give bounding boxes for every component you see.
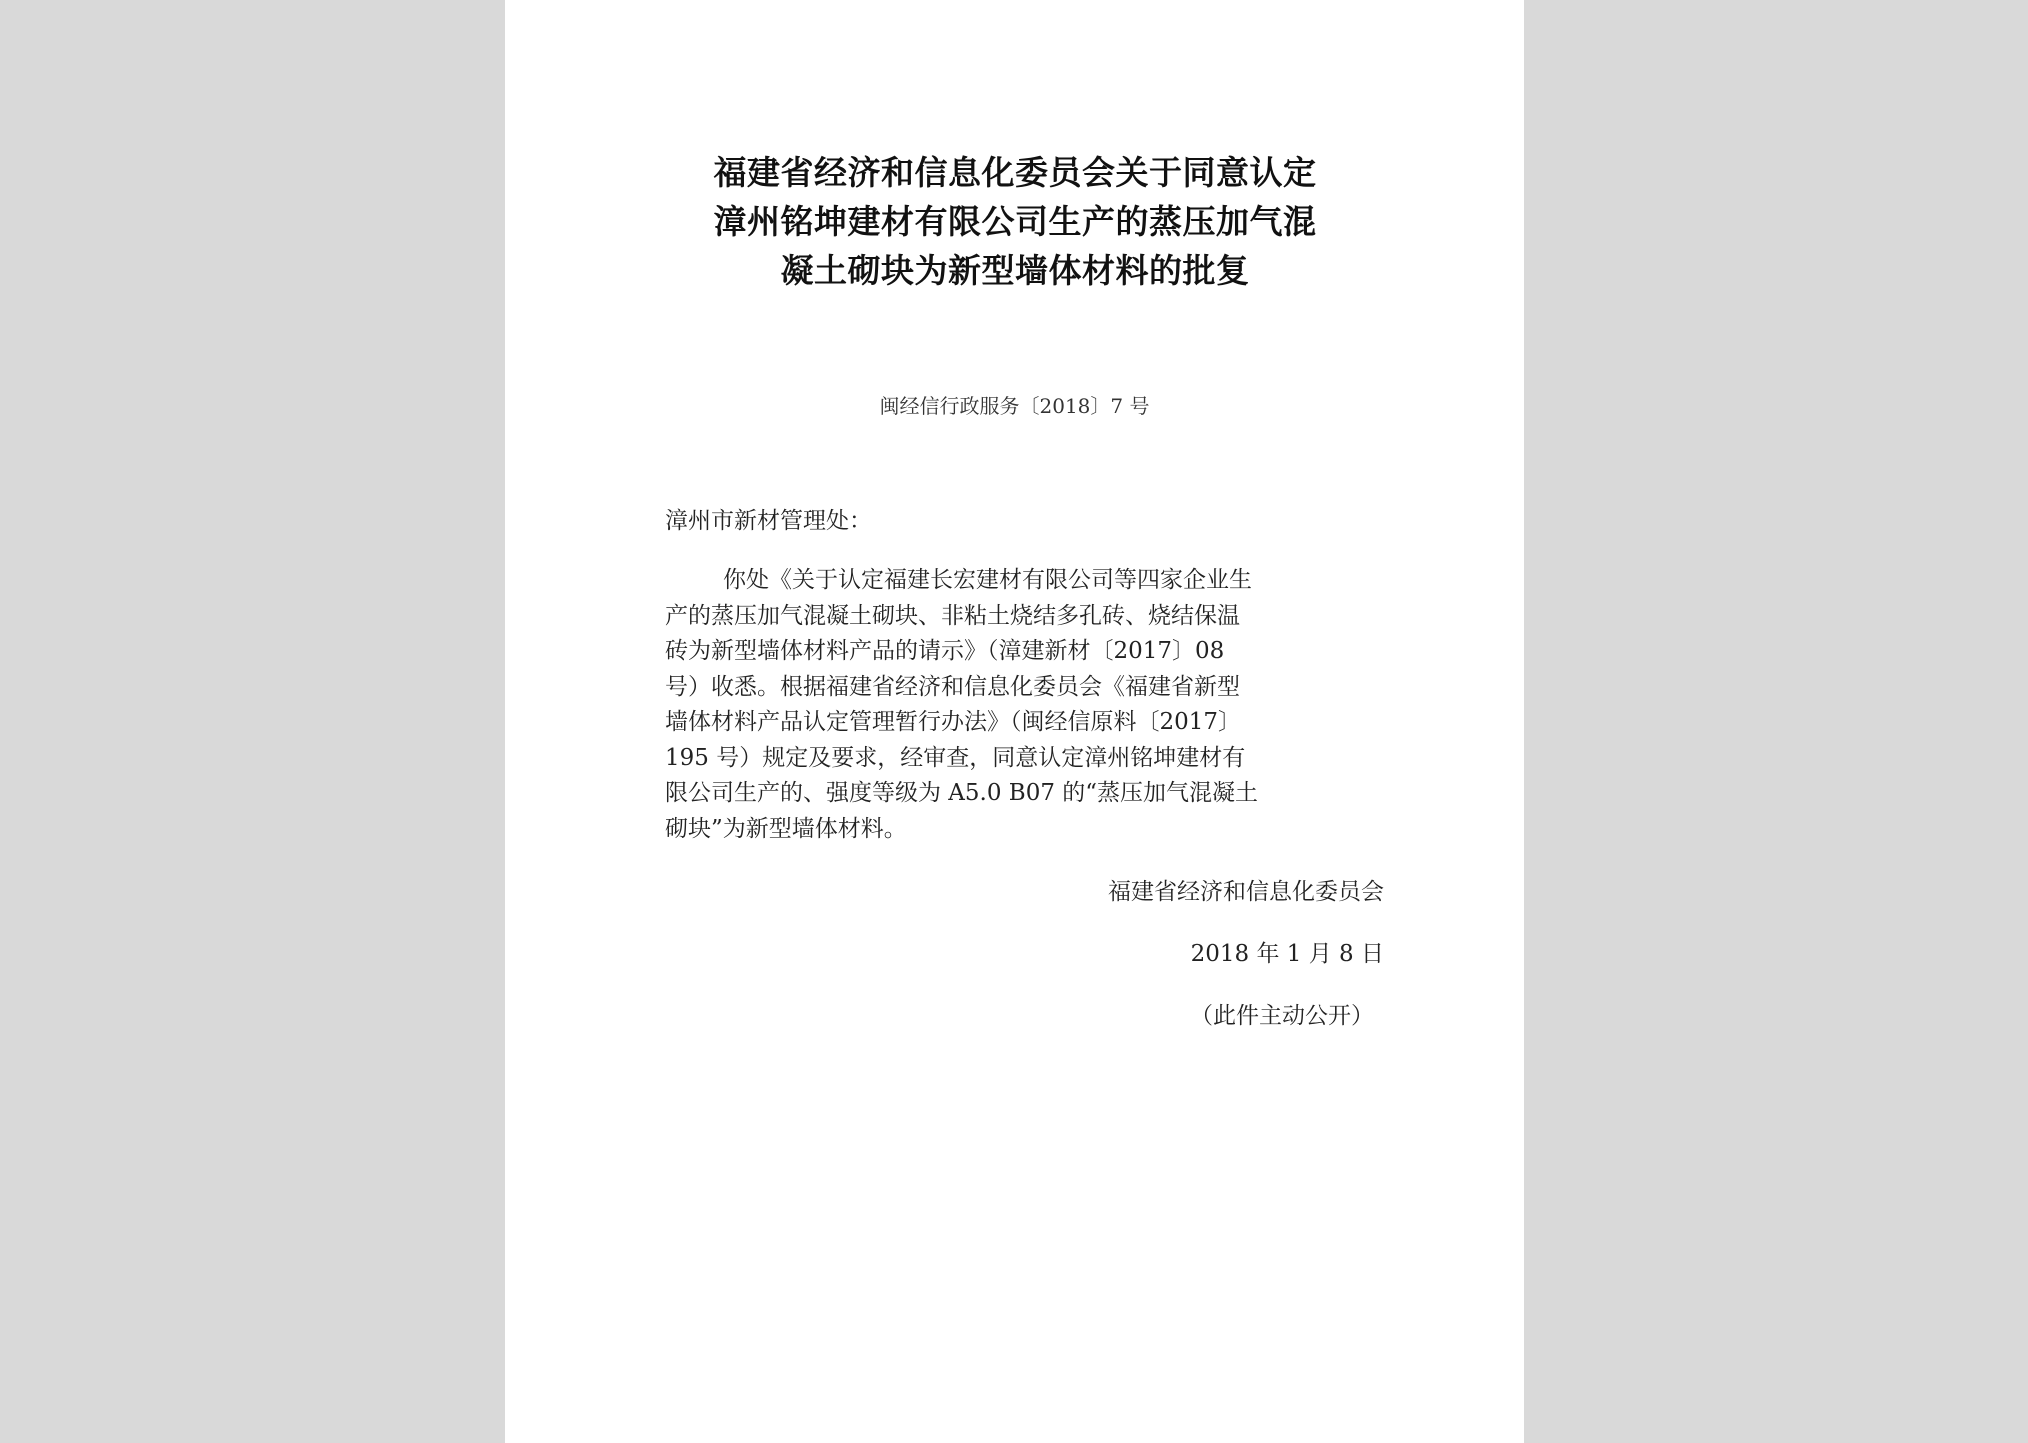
title-line: 福建省经济和信息化委员会关于同意认定 <box>713 153 1317 192</box>
body-line: 砖为新型墙体材料产品的请示》（漳建新材〔2017〕08 <box>665 638 1225 664</box>
signature-date: 2018 年 1 月 8 日 <box>1190 941 1384 967</box>
body-line: 你处《关于认定福建长宏建材有限公司等四家企业生 <box>723 567 1252 593</box>
body-line: 砌块”为新型墙体材料。 <box>665 815 907 842</box>
body-line: 限公司生产的、强度等级为 A5.0 B07 的“蒸压加气混凝土 <box>665 780 1259 806</box>
body-line: 195 号）规定及要求，经审查，同意认定漳州铭坤建材有 <box>665 744 1246 771</box>
document-title <box>655 148 1375 295</box>
document-page <box>505 0 1524 1443</box>
disclosure-note: （此件主动公开） <box>1190 1003 1374 1029</box>
body-line: 墙体材料产品认定管理暂行办法》（闽经信原料〔2017〕 <box>665 709 1242 735</box>
signature-organization: 福建省经济和信息化委员会 <box>1108 879 1384 905</box>
document-number: 闽经信行政服务〔2018〕7 号 <box>879 394 1150 418</box>
document-body <box>665 563 1385 847</box>
title-line: 凝土砌块为新型墙体材料的批复 <box>780 251 1250 290</box>
addressee: 漳州市新材管理处： <box>665 508 872 534</box>
title-line: 漳州铭坤建材有限公司生产的蒸压加气混 <box>713 202 1317 241</box>
body-line: 号）收悉。根据福建省经济和信息化委员会《福建省新型 <box>665 673 1240 700</box>
body-line: 产的蒸压加气混凝土砌块、非粘土烧结多孔砖、烧结保温 <box>665 602 1240 629</box>
